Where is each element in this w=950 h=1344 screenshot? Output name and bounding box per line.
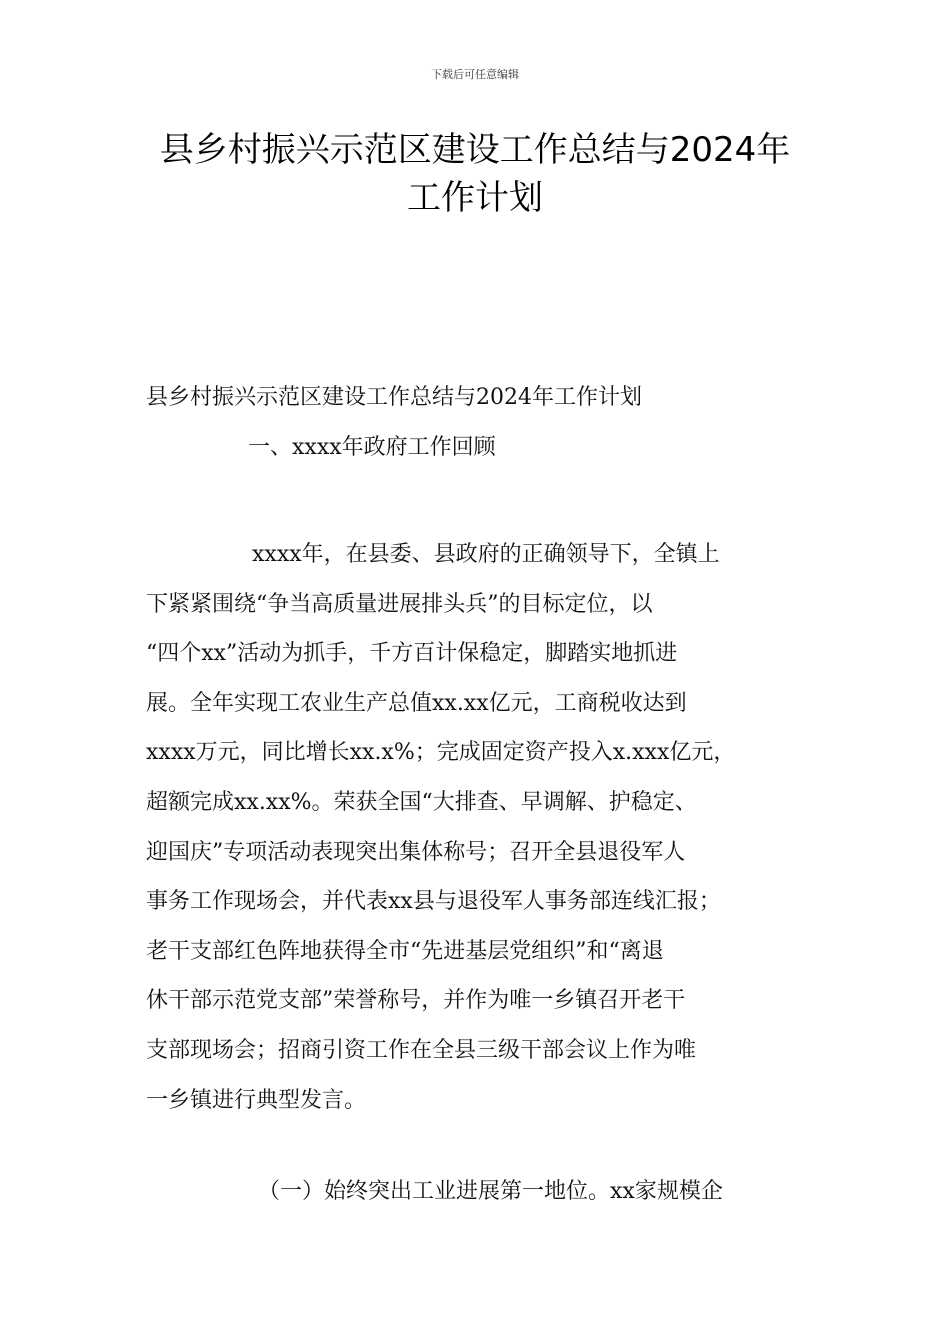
document-subtitle: 县乡村振兴示范区建设工作总结与2024年工作计划 [146,385,642,410]
paragraph-line: 下紧紧围绕“争当高质量进展排头兵”的目标定位，以 [146,591,653,617]
paragraph-line: 事务工作现场会，并代表xx县与退役军人事务部连线汇报； [146,889,721,915]
sub-paragraph: （一）始终突出工业进展第一地位。xx家规模企 [258,1179,723,1204]
paragraph-line: 展。全年实现工农业生产总值xx.xx亿元，工商税收达到 [146,690,687,716]
paragraph-line: 迎国庆”专项活动表现突出集体称号；召开全县退役军人 [146,839,686,865]
title-line-1: 县乡村振兴示范区建设工作总结与2024年 [159,130,791,170]
section-heading: 一、xxxx年政府工作回顾 [248,435,496,460]
document-title [100,126,850,222]
paragraph-line: xxxx万元，同比增长xx.x%；完成固定资产投入x.xxx亿元， [146,740,736,766]
paragraph-line: 休干部示范党支部”荣誉称号，并作为唯一乡镇召开老干 [146,988,686,1014]
header-note: 下载后可任意编辑 [431,68,519,81]
paragraph-line: “四个xx”活动为抓手，千方百计保稳定，脚踏实地抓进 [146,641,678,667]
paragraph-line: 超额完成xx.xx%。荣获全国“大排查、早调解、护稳定、 [146,789,697,815]
paragraph-line: xxxx年，在县委、县政府的正确领导下，全镇上 [252,542,720,567]
body-paragraph [146,530,826,1125]
paragraph-line: 一乡镇进行典型发言。 [146,1087,367,1113]
paragraph-line: 老干支部红色阵地获得全市“先进基层党组织”和“离退 [146,938,664,964]
title-line-2: 工作计划 [407,178,543,218]
paragraph-line: 支部现场会；招商引资工作在全县三级干部会议上作为唯 [146,1037,697,1063]
